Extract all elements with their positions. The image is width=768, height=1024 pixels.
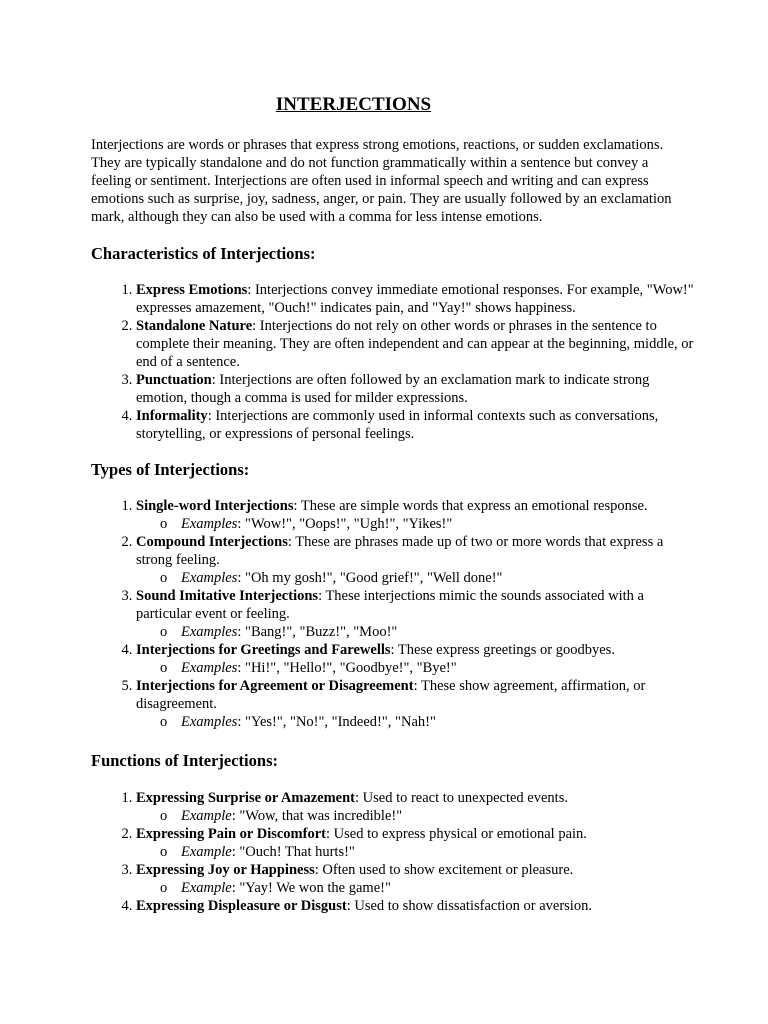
item-text: : These express greetings or goodbyes.: [390, 642, 615, 658]
example-item: [181, 623, 696, 641]
item-label: Compound Interjections: [136, 534, 288, 550]
example-list: [136, 623, 696, 641]
example-text: : "Wow!", "Oops!", "Ugh!", "Yikes!": [237, 516, 453, 532]
types-heading: Types of Interjections:: [91, 460, 250, 479]
item-label: Expressing Pain or Discomfort: [136, 826, 326, 842]
example-text: : "Bang!", "Buzz!", "Moo!": [237, 624, 398, 640]
list-item: [136, 861, 696, 897]
list-item: [136, 317, 696, 371]
example-text: : "Ouch! That hurts!": [231, 844, 355, 860]
item-label: Single-word Interjections: [136, 498, 294, 514]
item-text: : These are simple words that express an emotional response.: [293, 498, 648, 514]
example-list: [136, 569, 696, 587]
example-text: : "Wow, that was incredible!": [231, 808, 403, 824]
list-item: [136, 533, 696, 587]
example-text: : "Oh my gosh!", "Good grief!", "Well done!": [237, 570, 503, 586]
item-label: Expressing Surprise or Amazement: [136, 790, 355, 806]
item-text: : Used to react to unexpected events.: [354, 790, 568, 806]
example-label: Example: [181, 880, 232, 896]
list-item: [136, 587, 696, 641]
list-item: [136, 897, 696, 915]
example-label: Example: [181, 844, 232, 860]
example-label: Examples: [181, 570, 238, 586]
intro-paragraph: Interjections are words or phrases that express strong emotions, reactions, or sudden exclamations. They are typically standalone and do not function grammatically within a sentence but convey a feeling or sentiment. Interjections are often used in informal speech and writing and can express emotions such as surprise, joy, sadness, anger, or pain. They are usually followed by an exclamation mark, although they can also be used with a comma for less intense emotions.: [91, 137, 672, 225]
item-label: Standalone Nature: [136, 318, 253, 334]
item-text: : Interjections are commonly used in informal contexts such as conversations, storytelling, or expressions of personal feelings.: [136, 408, 659, 442]
example-item: [181, 515, 696, 533]
page-title: INTERJECTIONS: [275, 94, 432, 115]
types-list: [91, 497, 696, 731]
example-label: Examples: [181, 516, 238, 532]
item-text: : These show agreement, affirmation, or disagreement.: [136, 678, 646, 712]
characteristics-list: [91, 281, 696, 443]
example-item: [181, 807, 696, 825]
list-item: [136, 407, 696, 443]
example-text: : "Yes!", "No!", "Indeed!", "Nah!": [237, 714, 436, 730]
item-text: : Often used to show excitement or pleasure.: [314, 862, 574, 878]
item-text: : These are phrases made up of two or more words that express a strong feeling.: [136, 534, 664, 568]
item-text: : Interjections are often followed by an exclamation mark to indicate strong emotion, though a comma is used for milder expressions.: [136, 372, 650, 406]
example-label: Examples: [181, 624, 238, 640]
list-item: [136, 641, 696, 677]
functions-heading: Functions of Interjections:: [91, 751, 278, 770]
item-label: Interjections for Greetings and Farewells: [136, 642, 391, 658]
item-label: Interjections for Agreement or Disagreement: [136, 678, 414, 694]
list-item: [136, 281, 696, 317]
item-text: : These interjections mimic the sounds associated with a particular event or feeling.: [136, 588, 644, 622]
list-item: [136, 371, 696, 407]
example-list: [136, 843, 696, 861]
item-label: Expressing Joy or Happiness: [136, 862, 315, 878]
list-item: [136, 825, 696, 861]
characteristics-heading: Characteristics of Interjections:: [91, 244, 316, 263]
example-item: [181, 843, 696, 861]
item-label: Informality: [136, 408, 208, 424]
item-label: Punctuation: [136, 372, 212, 388]
example-label: Examples: [181, 714, 238, 730]
example-list: [136, 807, 696, 825]
functions-list: [91, 789, 696, 915]
example-list: [136, 879, 696, 897]
example-text: : "Yay! We won the game!": [231, 880, 391, 896]
item-label: Sound Imitative Interjections: [136, 588, 319, 604]
example-item: [181, 879, 696, 897]
example-item: [181, 659, 696, 677]
example-list: [136, 515, 696, 533]
item-text: : Used to express physical or emotional pain.: [325, 826, 587, 842]
example-item: [181, 569, 696, 587]
example-label: Example: [181, 808, 232, 824]
example-label: Examples: [181, 660, 238, 676]
example-text: : "Hi!", "Hello!", "Goodbye!", "Bye!": [237, 660, 457, 676]
item-label: Expressing Displeasure or Disgust: [136, 898, 347, 914]
example-list: [136, 713, 696, 731]
example-list: [136, 659, 696, 677]
list-item: [136, 677, 696, 731]
item-text: : Interjections convey immediate emotional responses. For example, "Wow!" expresses amazement, "Ouch!" indicates pain, and "Yay!" shows happiness.: [136, 282, 694, 316]
item-label: Express Emotions: [136, 282, 248, 298]
item-text: : Used to show dissatisfaction or aversion.: [346, 898, 592, 914]
item-text: : Interjections do not rely on other words or phrases in the sentence to complete their meaning. They are often independent and can appear at the beginning, middle, or end of a sentence.: [136, 318, 694, 370]
list-item: [136, 497, 696, 533]
example-item: [181, 713, 696, 731]
list-item: [136, 789, 696, 825]
